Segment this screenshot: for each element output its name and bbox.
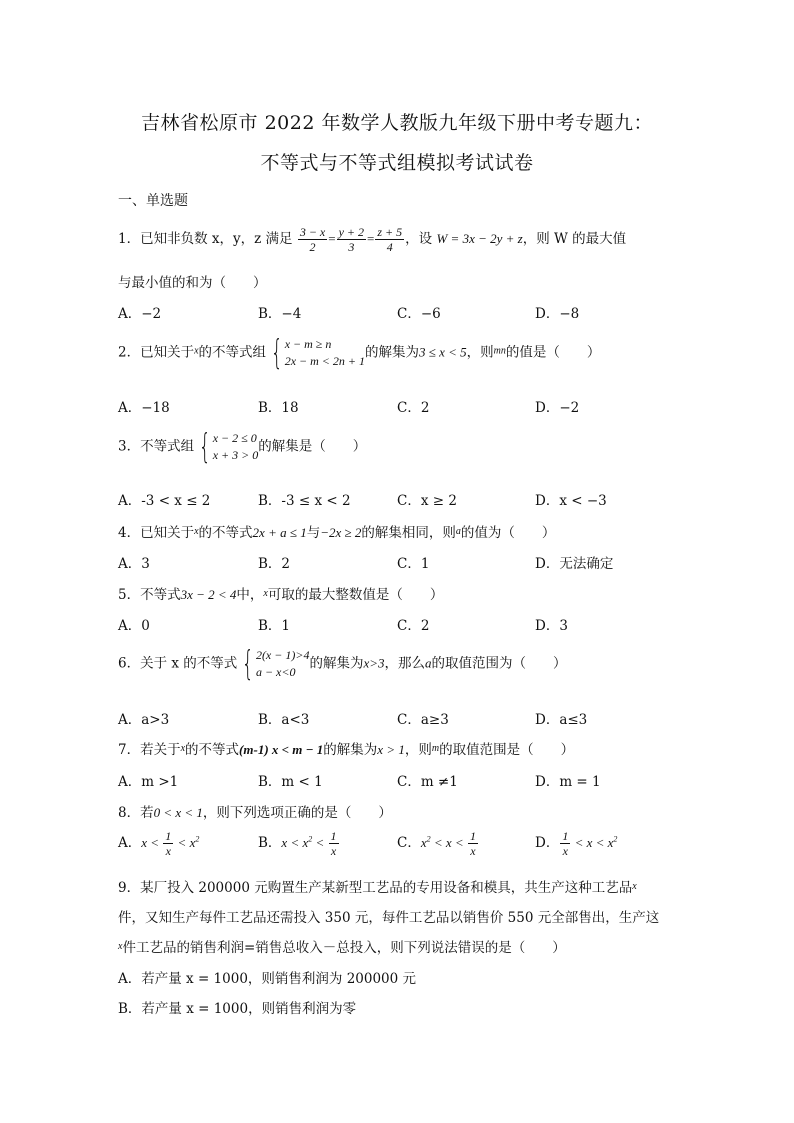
q8-option-b[interactable]: B．$x < x^2$ < $\frac{1}{x}$ <box>258 829 337 858</box>
q5-option-b[interactable]: B．1 <box>258 618 291 634</box>
q5-inequality: 3x − 2 < 4 <box>180 587 237 602</box>
q2-variable: x <box>194 345 199 357</box>
q2-mn: mn <box>493 345 506 357</box>
question-9-line3: $^x$件工艺品的销售利润=销售总收入－总投入，则下列说法错误的是（ ） <box>118 940 566 956</box>
question-5: 5．不等式3x − 2 < 4中，$^x$可取的最大整数值是（ ） <box>118 587 444 603</box>
q3-option-c[interactable]: C．x ≥ 2 <box>397 493 457 509</box>
q7-option-d[interactable]: D．m = 1 <box>535 774 601 790</box>
q3-option-b[interactable]: B．-3 ≤ x < 2 <box>258 493 351 509</box>
q2-option-b[interactable]: B．18 <box>258 400 299 416</box>
q1-option-d[interactable]: D．−8 <box>535 306 580 322</box>
q9-option-a[interactable]: A．若产量 x = 1000，则销售利润为 200000 元 <box>118 971 417 987</box>
q7-option-a[interactable]: A．m >1 <box>118 774 179 790</box>
q6-option-d[interactable]: D．a≤3 <box>535 712 588 728</box>
q5-option-d[interactable]: D．3 <box>535 618 568 634</box>
q4-inequality-2: −2x ≥ 2 <box>320 525 362 540</box>
question-9-line2: 件，又知生产每件工艺品还需投入 350 元，每件工艺品以销售价 550 元全部售出，生产这 <box>118 910 660 926</box>
document-title-line1: 吉林省松原市 2022 年数学人教版九年级下册中考专题九： <box>141 112 653 134</box>
q1-prefix: 1．已知非负数 x，y，z 满足 <box>118 231 293 247</box>
question-4: 4．已知关于$^x$的不等式2x + a ≤ 1与−2x ≥ 2的解集相同，则$^a$的值为（ ） <box>118 525 556 541</box>
q3-option-a[interactable]: A．-3 < x ≤ 2 <box>118 493 211 509</box>
q1-fraction-1: $\frac{3 - x}{2}$ <box>299 225 326 254</box>
q4-option-c[interactable]: C．1 <box>397 556 430 572</box>
q7-inequality: (m-1) x < m − 1 <box>239 742 324 757</box>
q4-option-a[interactable]: A．3 <box>118 556 150 572</box>
q2-range: 3 ≤ x < 5 <box>418 344 467 360</box>
q4-option-d[interactable]: D．无法确定 <box>535 556 614 572</box>
q1-mid: ，设 <box>405 231 433 247</box>
q8-range: 0 < x < 1 <box>153 805 203 820</box>
q2-option-a[interactable]: A．−18 <box>118 400 170 416</box>
q6-option-b[interactable]: B．a<3 <box>258 712 310 728</box>
q1-expression: W = 3x − 2y + z <box>436 231 523 246</box>
q2-option-d[interactable]: D．−2 <box>535 400 580 416</box>
q4-inequality-1: 2x + a ≤ 1 <box>252 525 307 540</box>
q3-option-d[interactable]: D．x < −3 <box>535 493 607 509</box>
q8-option-a[interactable]: A．x < $\frac{1}{x}$ < $x^2$ <box>118 829 200 858</box>
question-7: 7．若关于$^x$的不等式(m-1) x < m − 1的解集为x > 1，则$^m$的取值范围是（ ） <box>118 742 575 758</box>
q1-option-b[interactable]: B．−4 <box>258 306 302 322</box>
q9-option-b[interactable]: B．若产量 x = 1000，则销售利润为零 <box>118 1001 357 1017</box>
question-3: 3．不等式组 { x − 2 ≤ 0 x + 3 > 0 的解集是（ ） <box>118 427 367 467</box>
question-6: 6．关于 x 的不等式 { 2(x − 1)>4 a − x<0 的解集为x>3，那么a的取值范围为（ ） <box>118 644 567 684</box>
document-title-line2: 不等式与不等式组模拟考试试卷 <box>260 152 534 174</box>
question-1: 1．已知非负数 x，y，z 满足 $\frac{3 - x}{2}$ = $\frac{y + 2}{3}$ = $\frac{z + 5}{4}$ ，设 W = 3x − 2y + z，则 W 的最大值 <box>118 225 627 254</box>
q8-option-c[interactable]: C．$x^2 < x$ < $\frac{1}{x}$ <box>397 829 476 858</box>
question-8: 8．若0 < x < 1，则下列选项正确的是（ ） <box>118 805 392 821</box>
q7-option-c[interactable]: C．m ≠1 <box>397 774 458 790</box>
question-1-line2: 与最小值的和为（ ） <box>118 275 267 291</box>
q5-option-a[interactable]: A．0 <box>118 618 150 634</box>
q1-option-c[interactable]: C．−6 <box>397 306 441 322</box>
q1-fraction-2: $\frac{y + 2}{3}$ <box>338 225 365 254</box>
q5-option-c[interactable]: C．2 <box>397 618 430 634</box>
q2-inequality-system: { x − m ≥ n 2x − m < 2n + 1 <box>270 333 365 373</box>
q4-option-b[interactable]: B．2 <box>258 556 291 572</box>
q6-option-a[interactable]: A．a>3 <box>118 712 170 728</box>
q7-option-b[interactable]: B．m < 1 <box>258 774 323 790</box>
q6-inequality-system: { 2(x − 1)>4 a − x<0 <box>242 644 310 684</box>
section-heading: 一、单选题 <box>118 193 188 209</box>
q8-option-d[interactable]: D． $\frac{1}{x}$ < $x < x^2$ <box>535 829 618 858</box>
question-2: 2．已知关于$^x$的不等式组 { x − m ≥ n 2x − m < 2n + 1 的解集为3 ≤ x < 5，则$^{mn}$的值是（ ） <box>118 333 601 373</box>
q1-fraction-3: $\frac{z + 5}{4}$ <box>377 225 403 254</box>
q6-option-c[interactable]: C．a≥3 <box>397 712 449 728</box>
q3-inequality-system: { x − 2 ≤ 0 x + 3 > 0 <box>198 427 259 467</box>
q1-option-a[interactable]: A．−2 <box>118 306 162 322</box>
question-9-line1: 9．某厂投入 200000 元购置生产某新型工艺品的专用设备和模具，共生产这种工艺品$^x$ <box>118 880 637 896</box>
q2-option-c[interactable]: C．2 <box>397 400 430 416</box>
q1-suffix: ，则 W 的最大值 <box>522 231 627 247</box>
